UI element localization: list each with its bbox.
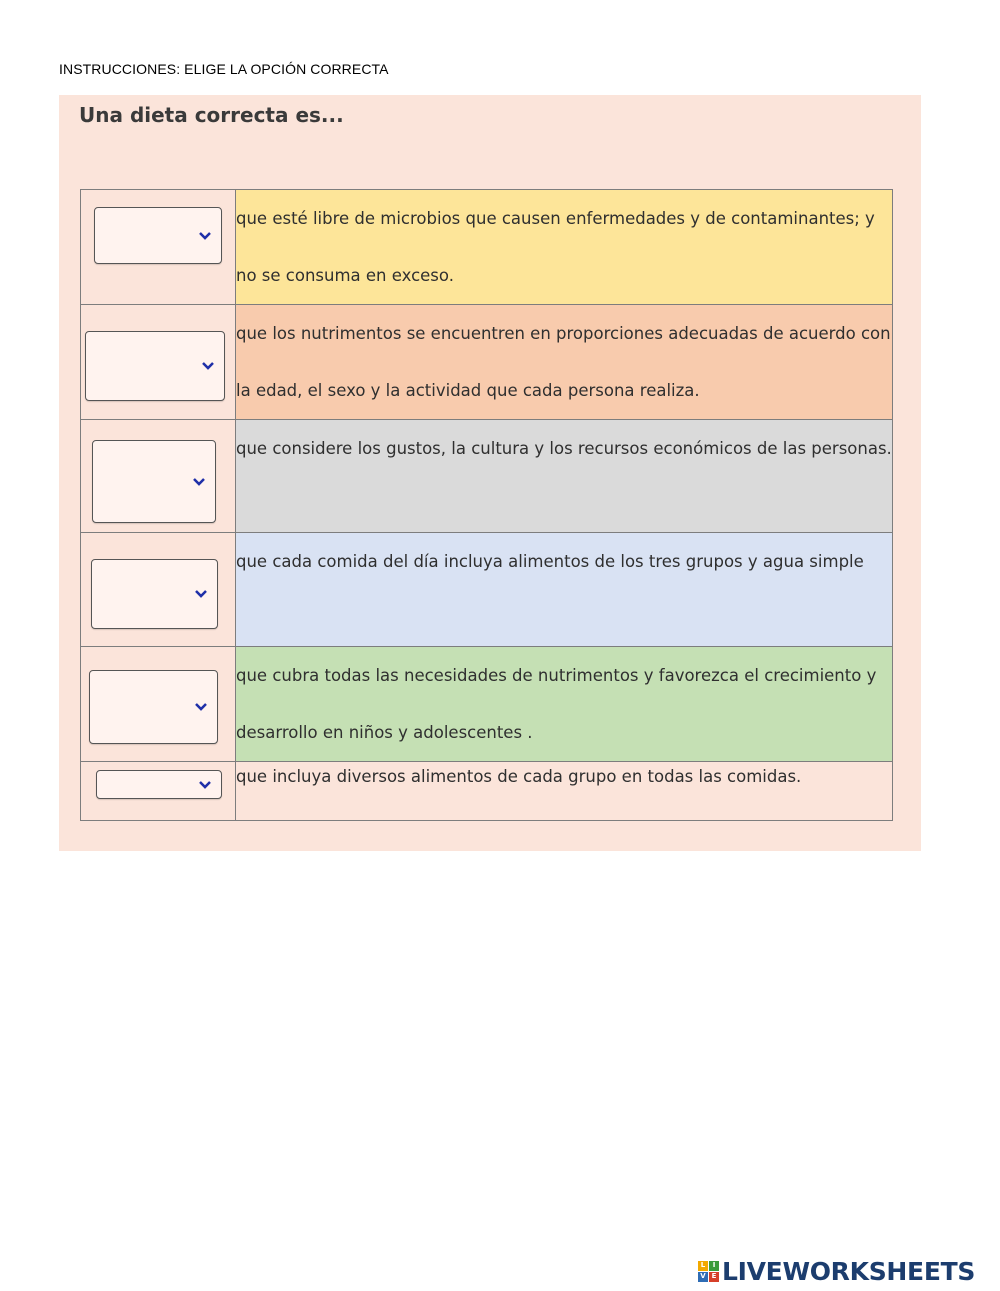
statement-text: que los nutrimentos se encuentren en proporciones adecuadas de acuerdo con la edad, el sexo y la actividad que cada persona realiza. bbox=[236, 305, 893, 420]
logo-letter: L bbox=[698, 1261, 708, 1271]
chevron-down-icon bbox=[198, 780, 212, 789]
table-row bbox=[81, 533, 893, 647]
table-row bbox=[81, 305, 893, 420]
answer-dropdown-2[interactable] bbox=[85, 331, 225, 401]
worksheet-title: Una dieta correcta es... bbox=[79, 103, 344, 127]
dropdown-cell bbox=[81, 305, 236, 420]
logo-text: LIVEWORKSHEETS bbox=[722, 1256, 976, 1286]
answer-dropdown-6[interactable] bbox=[96, 770, 222, 799]
table-row bbox=[81, 420, 893, 533]
dropdown-cell bbox=[81, 533, 236, 647]
answer-dropdown-3[interactable] bbox=[92, 440, 216, 523]
table-row bbox=[81, 762, 893, 821]
logo-letter: I bbox=[709, 1261, 719, 1271]
options-table bbox=[80, 189, 893, 821]
chevron-down-icon bbox=[192, 477, 206, 486]
chevron-down-icon bbox=[194, 589, 208, 598]
logo-mark-icon bbox=[698, 1261, 719, 1282]
instructions-text: INSTRUCCIONES: ELIGE LA OPCIÓN CORRECTA bbox=[59, 61, 389, 77]
dropdown-cell bbox=[81, 762, 236, 821]
statement-text: que incluya diversos alimentos de cada grupo en todas las comidas. bbox=[236, 762, 893, 821]
statement-text: que considere los gustos, la cultura y los recursos económicos de las personas. bbox=[236, 420, 893, 533]
dropdown-cell bbox=[81, 190, 236, 305]
logo-letter: E bbox=[709, 1272, 719, 1282]
statement-text: que cada comida del día incluya alimentos de los tres grupos y agua simple bbox=[236, 533, 893, 647]
table-row bbox=[81, 647, 893, 762]
chevron-down-icon bbox=[194, 702, 208, 711]
statement-text: que esté libre de microbios que causen enfermedades y de contaminantes; y no se consuma en exceso. bbox=[236, 190, 893, 305]
answer-dropdown-5[interactable] bbox=[89, 670, 218, 744]
logo-letter: V bbox=[698, 1272, 708, 1282]
answer-dropdown-4[interactable] bbox=[91, 559, 218, 629]
chevron-down-icon bbox=[198, 231, 212, 240]
liveworksheets-logo bbox=[698, 1256, 975, 1286]
chevron-down-icon bbox=[201, 361, 215, 370]
statement-text: que cubra todas las necesidades de nutrimentos y favorezca el crecimiento y desarrollo en niños y adolescentes . bbox=[236, 647, 893, 762]
worksheet-panel bbox=[59, 95, 921, 851]
dropdown-cell bbox=[81, 420, 236, 533]
answer-dropdown-1[interactable] bbox=[94, 207, 222, 264]
table-row bbox=[81, 190, 893, 305]
dropdown-cell bbox=[81, 647, 236, 762]
